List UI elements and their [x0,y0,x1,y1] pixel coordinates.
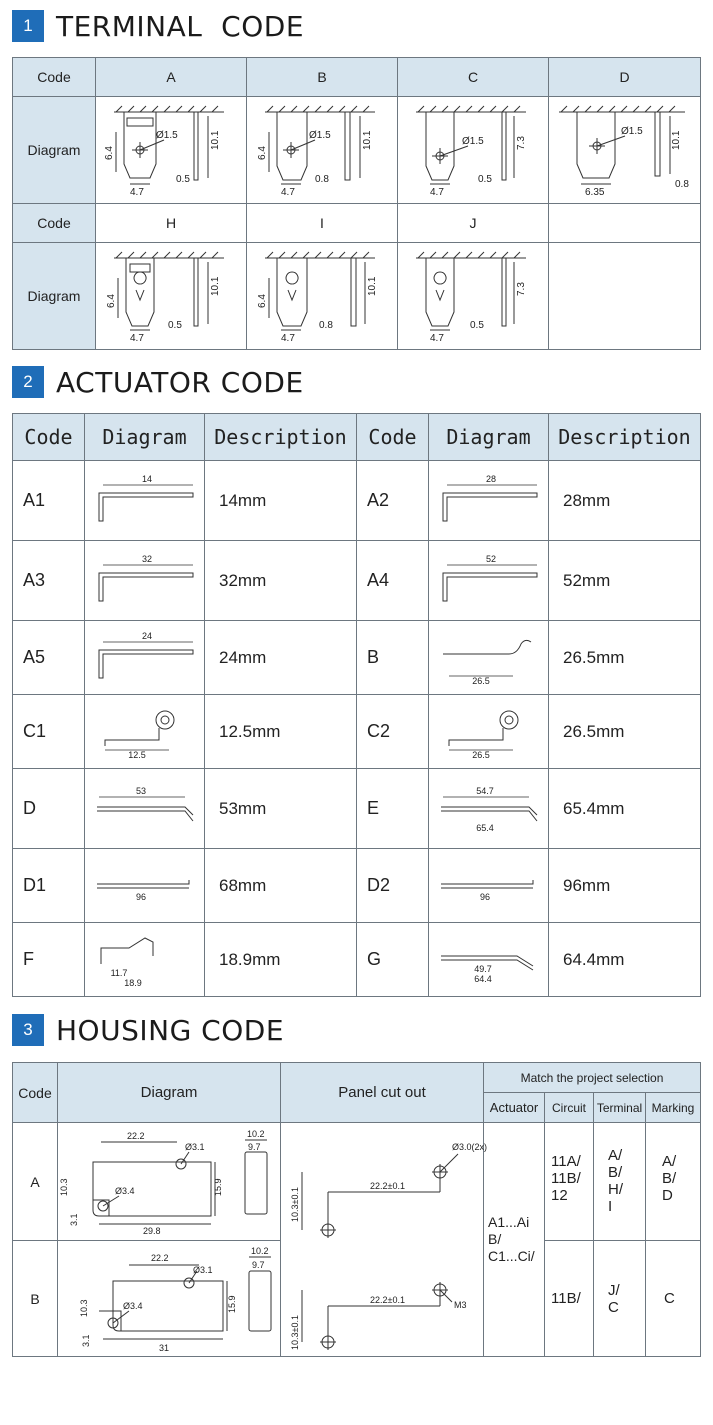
actuator-description: 32mm [205,541,357,621]
actuator-diagram-svg [89,630,201,686]
width-dim: 4.7 [430,333,444,344]
dim-label: 12.5 [127,749,146,760]
actuator-code: C2 [357,695,429,769]
dim-label: 26.5 [471,675,490,686]
width-dim: 4.7 [130,187,144,198]
actuator-description: 12.5mm [205,695,357,769]
section-title: TERMINAL CODE [56,9,305,43]
height-dim: 6.4 [257,146,268,160]
actuator-diagram [85,769,205,849]
width-dim: 4.7 [281,333,295,344]
header-code: Code [13,1063,58,1123]
diagram-label: Diagram [13,97,96,204]
dim-side-outer: 10.2 [247,1128,265,1139]
lever-shape [105,728,159,746]
actuator-description: 28mm [549,461,701,541]
section-actuator-heading [12,366,304,398]
length-dim: 7.3 [516,282,527,296]
dim-height-left: 10.3 [79,1298,89,1317]
actuator-description: 18.9mm [205,923,357,997]
length-dim: 10.1 [210,130,221,150]
actuator-code: A3 [13,541,85,621]
actuator-code: D [13,769,85,849]
code-label: Code [13,204,96,243]
actuator-diagram [85,849,205,923]
dim-hole-right: Ø3.1 [193,1264,213,1275]
dim-label: 11.7 [110,967,127,978]
actuator-diagram [85,695,205,769]
actuator-diagram-svg [89,932,201,988]
actuator-code: D1 [13,849,85,923]
thickness-dim: 0.8 [674,179,689,190]
lever-shape [97,807,193,821]
housing-diagram-b [58,1241,281,1357]
actuator-description: 26.5mm [549,621,701,695]
dim-label-2: 64.4 [473,973,492,984]
actuator-diagram [429,923,549,997]
actuator-diagram-svg [433,553,545,609]
actuator-diagram [429,461,549,541]
terminal-diagram-d [549,97,701,204]
housing-code-a: A [13,1123,58,1241]
lever-shape [449,728,503,746]
housing-code-b: B [13,1241,58,1357]
header-panel-cut-out: Panel cut out [281,1063,484,1123]
actuator-diagram-svg [89,781,201,837]
housing-code-table [12,1062,701,1357]
header-code: Code [357,414,429,461]
circuit-selection-b: 11B/ [545,1241,594,1357]
actuator-code: A1 [13,461,85,541]
dim-hole-right: Ø3.1 [185,1141,205,1152]
dim-label: 24 [141,630,152,641]
roller-axle [505,716,513,724]
actuator-diagram-svg [433,932,545,988]
actuator-description: 24mm [205,621,357,695]
panel-cut-out-diagram [281,1123,488,1357]
dim-vertical-distance: 10.3±0.1 [290,1186,300,1222]
diagram-label: Diagram [13,243,96,350]
lever-shape [443,640,531,654]
dim-height-left: 10.3 [59,1177,69,1196]
terminal-code-empty [549,204,701,243]
lever-shape [443,573,537,601]
circuit-selection-a: 11A/ 11B/ 12 [545,1123,594,1241]
dim-thread: M3 [454,1299,467,1310]
marking-selection-a: A/ B/ D [646,1123,701,1241]
dim-label: 53 [135,785,146,796]
thickness-dim: 0.5 [470,320,484,331]
width-dim: 4.7 [130,333,144,344]
section-terminal-heading [12,10,304,42]
terminal-code-b: B [247,58,398,97]
section-housing-heading [12,1014,284,1046]
actuator-description: 96mm [549,849,701,923]
section-number-badge: 2 [12,366,44,398]
terminal-diagram-i [247,243,398,350]
dim-width-top: 22.2 [151,1252,169,1263]
roller-wheel [500,711,518,729]
dim-label: 26.5 [471,749,490,760]
section-title: ACTUATOR CODE [56,365,304,399]
dim-side-outer: 10.2 [251,1245,269,1256]
actuator-diagram [429,621,549,695]
header-actuator: Actuator [484,1093,545,1123]
width-dim: 4.7 [281,187,295,198]
dim-length: 31 [159,1342,170,1353]
hole-dim: Ø1.5 [309,130,331,141]
dim-label: 52 [485,553,496,564]
actuator-description: 68mm [205,849,357,923]
header-circuit: Circuit [545,1093,594,1123]
height-dim: 6.4 [104,146,115,160]
actuator-selection: A1...Ai B/ C1...Ci/ [484,1123,545,1357]
actuator-code: A5 [13,621,85,695]
actuator-diagram-svg [433,630,545,686]
terminal-diagram-a [96,97,247,204]
thickness-dim: 0.5 [176,174,190,185]
actuator-code: G [357,923,429,997]
actuator-diagram-svg [433,858,545,914]
width-dim: 4.7 [430,187,444,198]
actuator-diagram-svg [433,781,545,837]
code-label: Code [13,58,96,97]
dim-length: 29.8 [143,1225,161,1236]
roller-axle [161,716,169,724]
dim-label: 49.7 [473,963,492,974]
lever-shape [99,573,193,601]
actuator-diagram [429,695,549,769]
length-dim: 10.1 [362,130,373,150]
actuator-code: F [13,923,85,997]
dim-label: 96 [479,891,490,902]
section-number-badge: 1 [12,10,44,42]
dim-side-inner: 9.7 [252,1259,265,1270]
terminal-diagram-b [247,97,398,204]
actuator-description: 64.4mm [549,923,701,997]
terminal-diagram-c [398,97,549,204]
lever-shape [443,493,537,521]
actuator-diagram-svg [89,704,201,760]
dim-label: 28 [485,473,496,484]
lever-shape [441,880,533,888]
dim-vertical-distance: 10.3±0.1 [290,1314,300,1350]
height-dim: 6.4 [106,294,117,308]
thickness-dim: 0.5 [478,174,492,185]
width-dim: 6.35 [584,187,604,198]
thickness-dim: 0.8 [315,174,329,185]
dim-width-top: 22.2 [127,1130,145,1141]
header-marking: Marking [646,1093,701,1123]
dim-label: 14 [141,473,152,484]
actuator-diagram [429,769,549,849]
terminal-diagram-j [398,243,549,350]
terminal-diagram-empty [549,243,701,350]
actuator-code: A4 [357,541,429,621]
length-dim: 7.3 [516,136,527,150]
actuator-diagram-svg [89,473,201,529]
dim-hole-small: Ø3.4 [123,1300,143,1311]
actuator-diagram-svg [433,704,545,760]
terminal-code-table [12,57,701,350]
actuator-diagram [85,621,205,695]
actuator-description: 53mm [205,769,357,849]
terminal-code-h: H [96,204,247,243]
dim-center-distance: 22.2±0.1 [370,1294,405,1305]
height-dim: 6.4 [257,294,268,308]
actuator-diagram [429,541,549,621]
actuator-diagram [85,923,205,997]
lever-shape [97,880,189,888]
terminal-diagram-h [96,243,247,350]
actuator-code: D2 [357,849,429,923]
dim-side-inner: 9.7 [248,1141,261,1152]
lever-shape [101,938,153,964]
actuator-code: E [357,769,429,849]
dim-hole-small: Ø3.4 [115,1185,135,1196]
header-terminal: Terminal [594,1093,646,1123]
terminal-code-c: C [398,58,549,97]
terminal-code-d: D [549,58,701,97]
actuator-diagram-svg [89,858,201,914]
lever-shape [99,493,193,521]
actuator-diagram [429,849,549,923]
terminal-selection-b: J/ C [594,1241,646,1357]
dim-hole-2x: Ø3.0(2x) [452,1141,488,1152]
actuator-description: 26.5mm [549,695,701,769]
dim-height: 15.9 [227,1294,237,1313]
thickness-dim: 0.5 [168,320,182,331]
terminal-code-i: I [247,204,398,243]
lever-shape [441,807,537,821]
hole-dim: Ø1.5 [156,130,178,141]
length-dim: 10.1 [670,130,682,150]
roller-wheel [156,711,174,729]
dim-height: 15.9 [213,1177,223,1196]
dim-label-2: 65.4 [475,822,494,833]
header-match-selection: Match the project selection [484,1063,701,1093]
actuator-diagram-svg [433,473,545,529]
length-dim: 10.1 [367,276,378,296]
actuator-diagram-svg [89,553,201,609]
dim-label: 96 [135,891,146,902]
actuator-description: 52mm [549,541,701,621]
dim-label: 32 [141,553,152,564]
header-description: Description [549,414,701,461]
length-dim: 10.1 [210,276,221,296]
actuator-code: C1 [13,695,85,769]
terminal-code-j: J [398,204,549,243]
header-description: Description [205,414,357,461]
actuator-description: 65.4mm [549,769,701,849]
terminal-code-a: A [96,58,247,97]
dim-label: 54.7 [475,785,494,796]
lever-shape [99,650,193,678]
dim-label-2: 18.9 [123,977,142,988]
hole-dim: Ø1.5 [620,126,643,137]
dim-offset: 3.1 [81,1333,91,1347]
marking-selection-b: C [646,1241,701,1357]
header-diagram: Diagram [58,1063,281,1123]
terminal-selection-a: A/ B/ H/ I [594,1123,646,1241]
dim-center-distance: 22.2±0.1 [370,1180,405,1191]
actuator-code: B [357,621,429,695]
hole-dim: Ø1.5 [462,136,484,147]
header-diagram: Diagram [429,414,549,461]
housing-diagram-a [58,1123,281,1241]
actuator-diagram [85,541,205,621]
thickness-dim: 0.8 [319,320,333,331]
header-diagram: Diagram [85,414,205,461]
dim-offset: 3.1 [69,1212,79,1226]
header-code: Code [13,414,85,461]
section-title: HOUSING CODE [56,1013,285,1047]
section-number-badge: 3 [12,1014,44,1046]
actuator-description: 14mm [205,461,357,541]
actuator-code-table [12,413,701,997]
actuator-code: A2 [357,461,429,541]
actuator-diagram [85,461,205,541]
